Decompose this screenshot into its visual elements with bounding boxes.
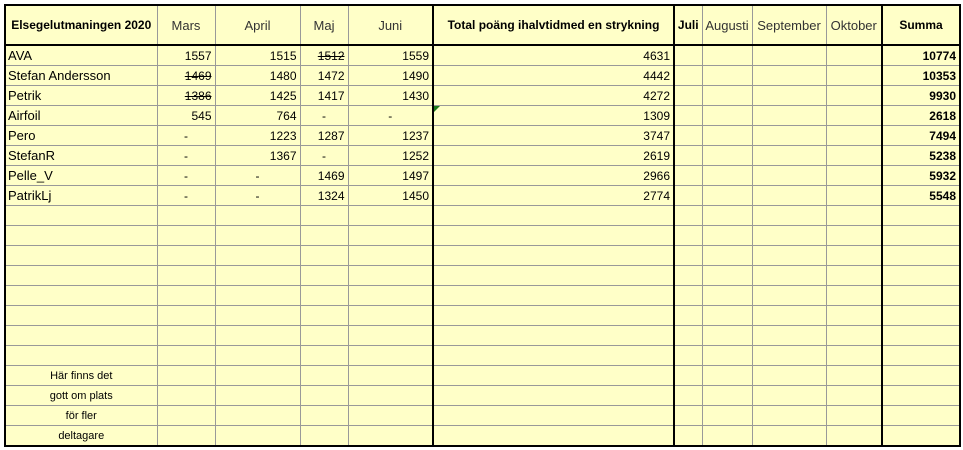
header-juni[interactable]: Juni bbox=[348, 5, 433, 45]
empty-cell[interactable] bbox=[702, 346, 752, 366]
participant-name[interactable]: Pero bbox=[5, 126, 157, 146]
sheet-title-cell[interactable] bbox=[5, 5, 157, 45]
header-mars[interactable]: Mars bbox=[157, 5, 215, 45]
empty-cell[interactable] bbox=[752, 266, 826, 286]
score-april[interactable]: - bbox=[215, 186, 300, 206]
empty-cell[interactable] bbox=[826, 366, 882, 386]
score-maj[interactable]: - bbox=[300, 146, 348, 166]
empty-cell[interactable] bbox=[702, 306, 752, 326]
empty-cell[interactable] bbox=[215, 386, 300, 406]
empty-cell[interactable] bbox=[752, 426, 826, 447]
score-summa[interactable]: 7494 bbox=[882, 126, 960, 146]
score-augusti[interactable] bbox=[702, 45, 752, 66]
empty-cell[interactable] bbox=[157, 406, 215, 426]
score-juni[interactable]: 1237 bbox=[348, 126, 433, 146]
empty-row bbox=[5, 306, 960, 326]
empty-cell[interactable] bbox=[157, 306, 215, 326]
empty-cell[interactable] bbox=[300, 206, 348, 226]
empty-cell[interactable] bbox=[882, 386, 960, 406]
empty-cell[interactable] bbox=[826, 326, 882, 346]
empty-cell[interactable] bbox=[674, 366, 702, 386]
empty-cell[interactable] bbox=[215, 286, 300, 306]
empty-cell[interactable] bbox=[433, 326, 674, 346]
empty-cell[interactable] bbox=[5, 226, 157, 246]
empty-cell[interactable] bbox=[826, 306, 882, 326]
empty-cell[interactable] bbox=[300, 386, 348, 406]
score-maj[interactable]: 1469 bbox=[300, 166, 348, 186]
score-augusti[interactable] bbox=[702, 66, 752, 86]
empty-cell[interactable] bbox=[882, 346, 960, 366]
empty-row bbox=[5, 266, 960, 286]
note-row bbox=[5, 406, 960, 426]
table-row bbox=[5, 106, 960, 126]
empty-cell[interactable] bbox=[702, 226, 752, 246]
empty-cell[interactable] bbox=[752, 306, 826, 326]
empty-cell[interactable] bbox=[215, 366, 300, 386]
sheet-title: Elsegelutmaningen 2020 bbox=[11, 18, 152, 32]
empty-cell[interactable] bbox=[348, 206, 433, 226]
score-maj[interactable]: 1472 bbox=[300, 66, 348, 86]
score-juni[interactable]: 1252 bbox=[348, 146, 433, 166]
score-april[interactable]: 1515 bbox=[215, 45, 300, 66]
empty-cell[interactable] bbox=[157, 246, 215, 266]
score-augusti[interactable] bbox=[702, 166, 752, 186]
empty-cell[interactable] bbox=[348, 366, 433, 386]
empty-cell[interactable] bbox=[752, 226, 826, 246]
score-april[interactable]: 1223 bbox=[215, 126, 300, 146]
score-september[interactable] bbox=[752, 106, 826, 126]
score-juli[interactable] bbox=[674, 166, 702, 186]
score-mars[interactable]: - bbox=[157, 166, 215, 186]
empty-cell[interactable] bbox=[348, 386, 433, 406]
empty-cell[interactable] bbox=[5, 246, 157, 266]
score-augusti[interactable] bbox=[702, 86, 752, 106]
score-juli[interactable] bbox=[674, 106, 702, 126]
empty-cell[interactable] bbox=[674, 226, 702, 246]
empty-cell[interactable] bbox=[752, 246, 826, 266]
header-total[interactable]: Total poäng ihalvtidmed en strykning bbox=[433, 5, 674, 45]
score-april[interactable]: 1480 bbox=[215, 66, 300, 86]
empty-cell[interactable] bbox=[752, 366, 826, 386]
empty-cell[interactable] bbox=[674, 206, 702, 226]
score-maj[interactable]: 1417 bbox=[300, 86, 348, 106]
note-row bbox=[5, 386, 960, 406]
score-mars-struck[interactable]: 1386 bbox=[157, 86, 215, 106]
score-oktober[interactable] bbox=[826, 126, 882, 146]
empty-row bbox=[5, 206, 960, 226]
score-maj[interactable]: - bbox=[300, 106, 348, 126]
score-total[interactable]: 4631 bbox=[433, 45, 674, 66]
participant-name[interactable]: PatrikLj bbox=[5, 186, 157, 206]
empty-cell[interactable] bbox=[300, 266, 348, 286]
score-juli[interactable] bbox=[674, 186, 702, 206]
empty-cell[interactable] bbox=[674, 246, 702, 266]
score-maj-struck[interactable]: 1512 bbox=[300, 45, 348, 66]
empty-cell[interactable] bbox=[826, 226, 882, 246]
participant-name[interactable]: AVA bbox=[5, 45, 157, 66]
note-row bbox=[5, 426, 960, 447]
score-juli[interactable] bbox=[674, 66, 702, 86]
empty-cell[interactable] bbox=[348, 406, 433, 426]
empty-cell[interactable] bbox=[348, 326, 433, 346]
score-oktober[interactable] bbox=[826, 86, 882, 106]
score-april[interactable]: 1367 bbox=[215, 146, 300, 166]
empty-row bbox=[5, 226, 960, 246]
participant-name[interactable]: Airfoil bbox=[5, 106, 157, 126]
score-oktober[interactable] bbox=[826, 106, 882, 126]
empty-cell[interactable] bbox=[300, 406, 348, 426]
participant-name[interactable]: Petrik bbox=[5, 86, 157, 106]
empty-cell[interactable] bbox=[826, 406, 882, 426]
empty-cell[interactable] bbox=[702, 386, 752, 406]
score-september[interactable] bbox=[752, 146, 826, 166]
empty-cell[interactable] bbox=[300, 306, 348, 326]
empty-cell[interactable] bbox=[433, 426, 674, 447]
empty-cell[interactable] bbox=[5, 266, 157, 286]
header-summa[interactable]: Summa bbox=[882, 5, 960, 45]
empty-cell[interactable] bbox=[348, 306, 433, 326]
empty-cell[interactable] bbox=[157, 426, 215, 447]
empty-cell[interactable] bbox=[300, 286, 348, 306]
score-mars-struck[interactable]: 1469 bbox=[157, 66, 215, 86]
score-juni[interactable]: 1430 bbox=[348, 86, 433, 106]
empty-cell[interactable] bbox=[157, 266, 215, 286]
empty-cell[interactable] bbox=[826, 246, 882, 266]
table-row bbox=[5, 166, 960, 186]
score-april[interactable]: - bbox=[215, 166, 300, 186]
score-augusti[interactable] bbox=[702, 146, 752, 166]
empty-cell[interactable] bbox=[215, 206, 300, 226]
empty-cell[interactable] bbox=[215, 246, 300, 266]
empty-cell[interactable] bbox=[300, 246, 348, 266]
empty-cell[interactable] bbox=[674, 406, 702, 426]
empty-cell[interactable] bbox=[702, 426, 752, 447]
empty-cell[interactable] bbox=[348, 266, 433, 286]
empty-cell[interactable] bbox=[433, 366, 674, 386]
header-augusti[interactable]: Augusti bbox=[702, 5, 752, 45]
empty-cell[interactable] bbox=[5, 326, 157, 346]
score-mars[interactable]: - bbox=[157, 126, 215, 146]
empty-cell[interactable] bbox=[5, 286, 157, 306]
empty-cell[interactable] bbox=[433, 226, 674, 246]
empty-row bbox=[5, 246, 960, 266]
empty-cell[interactable] bbox=[157, 326, 215, 346]
empty-cell[interactable] bbox=[300, 226, 348, 246]
empty-cell[interactable] bbox=[433, 346, 674, 366]
empty-cell[interactable] bbox=[752, 206, 826, 226]
empty-cell[interactable] bbox=[752, 406, 826, 426]
score-summa[interactable]: 2618 bbox=[882, 106, 960, 126]
empty-cell[interactable] bbox=[157, 366, 215, 386]
empty-cell[interactable] bbox=[433, 286, 674, 306]
empty-cell[interactable] bbox=[882, 246, 960, 266]
empty-cell[interactable] bbox=[157, 206, 215, 226]
score-summa[interactable]: 5932 bbox=[882, 166, 960, 186]
empty-cell[interactable] bbox=[433, 306, 674, 326]
empty-cell[interactable] bbox=[702, 246, 752, 266]
score-september[interactable] bbox=[752, 45, 826, 66]
score-maj[interactable]: 1324 bbox=[300, 186, 348, 206]
note-row bbox=[5, 366, 960, 386]
score-summa[interactable]: 10353 bbox=[882, 66, 960, 86]
header-september[interactable]: September bbox=[752, 5, 826, 45]
empty-cell[interactable] bbox=[882, 406, 960, 426]
empty-cell[interactable] bbox=[215, 266, 300, 286]
empty-cell[interactable] bbox=[826, 266, 882, 286]
empty-cell[interactable] bbox=[300, 366, 348, 386]
empty-cell[interactable] bbox=[5, 206, 157, 226]
score-oktober[interactable] bbox=[826, 45, 882, 66]
note-line[interactable]: Här finns det bbox=[5, 366, 157, 386]
empty-cell[interactable] bbox=[882, 206, 960, 226]
empty-cell[interactable] bbox=[348, 346, 433, 366]
header-april[interactable]: April bbox=[215, 5, 300, 45]
participant-name[interactable]: StefanR bbox=[5, 146, 157, 166]
empty-cell[interactable] bbox=[702, 406, 752, 426]
score-total[interactable]: 2774 bbox=[433, 186, 674, 206]
score-oktober[interactable] bbox=[826, 186, 882, 206]
empty-cell[interactable] bbox=[752, 286, 826, 306]
empty-cell[interactable] bbox=[702, 326, 752, 346]
participant-name[interactable]: Stefan Andersson bbox=[5, 66, 157, 86]
score-summa[interactable]: 5548 bbox=[882, 186, 960, 206]
empty-cell[interactable] bbox=[702, 286, 752, 306]
empty-cell[interactable] bbox=[157, 286, 215, 306]
score-juli[interactable] bbox=[674, 86, 702, 106]
score-september[interactable] bbox=[752, 86, 826, 106]
table-row bbox=[5, 45, 960, 66]
table-row bbox=[5, 66, 960, 86]
scoreboard-sheet bbox=[4, 4, 961, 447]
score-april[interactable]: 1425 bbox=[215, 86, 300, 106]
empty-cell[interactable] bbox=[826, 426, 882, 447]
empty-cell[interactable] bbox=[215, 226, 300, 246]
score-juli[interactable] bbox=[674, 45, 702, 66]
empty-cell[interactable] bbox=[882, 366, 960, 386]
score-mars[interactable]: - bbox=[157, 146, 215, 166]
empty-cell[interactable] bbox=[215, 326, 300, 346]
empty-cell[interactable] bbox=[157, 386, 215, 406]
table-row bbox=[5, 126, 960, 146]
empty-cell[interactable] bbox=[5, 346, 157, 366]
table-row bbox=[5, 186, 960, 206]
empty-cell[interactable] bbox=[348, 226, 433, 246]
empty-cell[interactable] bbox=[433, 246, 674, 266]
score-augusti[interactable] bbox=[702, 106, 752, 126]
score-total[interactable]: 3747 bbox=[433, 126, 674, 146]
score-juni[interactable]: 1450 bbox=[348, 186, 433, 206]
empty-cell[interactable] bbox=[826, 386, 882, 406]
score-augusti[interactable] bbox=[702, 186, 752, 206]
score-oktober[interactable] bbox=[826, 146, 882, 166]
score-september[interactable] bbox=[752, 166, 826, 186]
score-mars[interactable]: 1557 bbox=[157, 45, 215, 66]
score-juli[interactable] bbox=[674, 146, 702, 166]
score-mars[interactable]: 545 bbox=[157, 106, 215, 126]
score-total[interactable]: 4272 bbox=[433, 86, 674, 106]
note-line[interactable]: gott om plats bbox=[5, 386, 157, 406]
empty-cell[interactable] bbox=[674, 386, 702, 406]
score-total[interactable]: 2966 bbox=[433, 166, 674, 186]
score-mars[interactable]: - bbox=[157, 186, 215, 206]
empty-row bbox=[5, 346, 960, 366]
score-september[interactable] bbox=[752, 66, 826, 86]
note-line[interactable]: för fler bbox=[5, 406, 157, 426]
empty-cell[interactable] bbox=[433, 386, 674, 406]
header-row bbox=[5, 5, 960, 45]
empty-cell[interactable] bbox=[674, 346, 702, 366]
empty-row bbox=[5, 326, 960, 346]
empty-cell[interactable] bbox=[674, 286, 702, 306]
score-oktober[interactable] bbox=[826, 166, 882, 186]
empty-cell[interactable] bbox=[882, 266, 960, 286]
score-april[interactable]: 764 bbox=[215, 106, 300, 126]
score-total[interactable]: 2619 bbox=[433, 146, 674, 166]
note-line[interactable]: deltagare bbox=[5, 426, 157, 447]
header-juli[interactable]: Juli bbox=[674, 5, 702, 45]
empty-cell[interactable] bbox=[300, 426, 348, 447]
empty-cell[interactable] bbox=[826, 286, 882, 306]
empty-cell[interactable] bbox=[702, 366, 752, 386]
empty-cell[interactable] bbox=[157, 226, 215, 246]
score-augusti[interactable] bbox=[702, 126, 752, 146]
empty-cell[interactable] bbox=[348, 426, 433, 447]
header-maj[interactable]: Maj bbox=[300, 5, 348, 45]
score-juni[interactable]: - bbox=[348, 106, 433, 126]
empty-cell[interactable] bbox=[882, 306, 960, 326]
empty-cell[interactable] bbox=[826, 346, 882, 366]
empty-cell[interactable] bbox=[215, 306, 300, 326]
empty-cell[interactable] bbox=[433, 266, 674, 286]
empty-cell[interactable] bbox=[882, 226, 960, 246]
empty-cell[interactable] bbox=[674, 426, 702, 447]
score-juni[interactable]: 1490 bbox=[348, 66, 433, 86]
empty-cell[interactable] bbox=[300, 326, 348, 346]
header-oktober[interactable]: Oktober bbox=[826, 5, 882, 45]
empty-cell[interactable] bbox=[882, 326, 960, 346]
empty-cell[interactable] bbox=[433, 406, 674, 426]
score-juni[interactable]: 1559 bbox=[348, 45, 433, 66]
score-total[interactable]: 1309 bbox=[433, 106, 674, 126]
score-juni[interactable]: 1497 bbox=[348, 166, 433, 186]
empty-cell[interactable] bbox=[157, 346, 215, 366]
score-summa[interactable]: 5238 bbox=[882, 146, 960, 166]
empty-row bbox=[5, 286, 960, 306]
empty-cell[interactable] bbox=[826, 206, 882, 226]
empty-cell[interactable] bbox=[300, 346, 348, 366]
empty-cell[interactable] bbox=[882, 426, 960, 447]
score-juli[interactable] bbox=[674, 126, 702, 146]
empty-cell[interactable] bbox=[433, 206, 674, 226]
table-row bbox=[5, 146, 960, 166]
score-september[interactable] bbox=[752, 126, 826, 146]
empty-cell[interactable] bbox=[702, 266, 752, 286]
empty-cell[interactable] bbox=[702, 206, 752, 226]
empty-cell[interactable] bbox=[674, 266, 702, 286]
empty-cell[interactable] bbox=[215, 426, 300, 447]
table-row bbox=[5, 86, 960, 106]
score-summa[interactable]: 9930 bbox=[882, 86, 960, 106]
score-oktober[interactable] bbox=[826, 66, 882, 86]
score-maj[interactable]: 1287 bbox=[300, 126, 348, 146]
empty-cell[interactable] bbox=[215, 346, 300, 366]
empty-cell[interactable] bbox=[674, 326, 702, 346]
empty-cell[interactable] bbox=[348, 246, 433, 266]
empty-cell[interactable] bbox=[752, 326, 826, 346]
empty-cell[interactable] bbox=[674, 306, 702, 326]
empty-cell[interactable] bbox=[5, 306, 157, 326]
score-summa[interactable]: 10774 bbox=[882, 45, 960, 66]
score-september[interactable] bbox=[752, 186, 826, 206]
participant-name[interactable]: Pelle_V bbox=[5, 166, 157, 186]
empty-cell[interactable] bbox=[882, 286, 960, 306]
empty-cell[interactable] bbox=[215, 406, 300, 426]
empty-cell[interactable] bbox=[752, 346, 826, 366]
empty-cell[interactable] bbox=[752, 386, 826, 406]
score-total[interactable]: 4442 bbox=[433, 66, 674, 86]
empty-cell[interactable] bbox=[348, 286, 433, 306]
